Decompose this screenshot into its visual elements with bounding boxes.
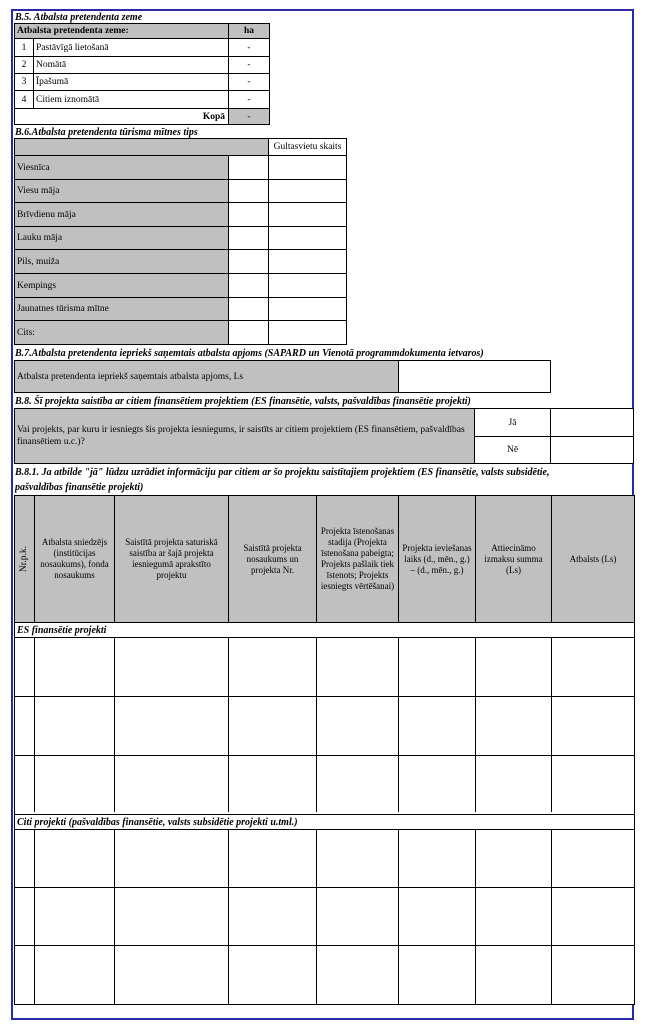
b81-other-cell[interactable] [228,829,317,888]
b81-eu-cell[interactable] [398,755,476,813]
b81-eu-cell[interactable] [398,696,476,756]
b81-other-cell[interactable] [14,945,35,1005]
b81-other-cell[interactable] [551,829,635,888]
b6-row-label: Viesnīca [14,155,229,180]
b81-other-cell[interactable] [228,945,317,1005]
b5-unit-header: ha [228,23,270,39]
b7-value-field[interactable] [398,360,551,393]
b81-other-cell[interactable] [34,887,115,946]
b81-other-cell[interactable] [14,829,35,888]
b81-eu-cell[interactable] [228,696,317,756]
b81-other-cell[interactable] [316,829,399,888]
b6-row-label: Jaunatnes tūrisma mītne [14,297,229,321]
b6-header-blank [14,138,269,156]
b5-row-value: - [228,73,270,91]
b81-other-cell[interactable] [114,887,229,946]
b81-other-cell[interactable] [114,945,229,1005]
b6-row-label: Viesu māja [14,179,229,203]
b81-other-cell[interactable] [316,945,399,1005]
b81-col-header: Attiecināmo izmaksu summa (Ls) [475,495,552,623]
b81-eu-cell[interactable] [34,637,115,697]
b5-row-value: - [228,90,270,109]
b81-col-header [14,495,35,623]
b6-row-beds-field[interactable] [268,202,347,227]
b81-other-cell[interactable] [551,887,635,946]
b6-row-beds-field[interactable] [268,320,347,345]
b6-row-beds-field[interactable] [268,249,347,274]
b81-title-line2: pašvaldības finansētie projekti) [15,482,144,493]
b8-no-field[interactable] [550,436,634,464]
b6-row-input[interactable] [228,226,269,250]
b81-other-cell[interactable] [228,887,317,946]
b8-title: B.8. Šī projekta saistība ar citiem finansētiem projektiem (ES finansētie, valsts, pašvaldības finansētie projekti) [15,396,471,407]
b81-eu-cell[interactable] [14,696,35,756]
b81-col-header: Saistītā projekta nosaukums un projekta Nr. [228,495,317,623]
b81-other-cell[interactable] [398,945,476,1005]
b81-col-header: Projekta ieviešanas laiks (d., mēn., g.) – (d., mēn., g.) [398,495,476,623]
b8-no-label: Nē [474,436,551,464]
b5-row-value: - [228,56,270,74]
b81-other-cell[interactable] [475,945,552,1005]
b81-eu-cell[interactable] [228,637,317,697]
b8-yes-label: Jā [474,408,551,437]
b81-eu-cell[interactable] [114,637,229,697]
b81-eu-cell[interactable] [316,637,399,697]
b81-eu-cell[interactable] [14,637,35,697]
b81-eu-cell[interactable] [551,755,635,813]
b8-question: Vai projekts, par kuru ir iesniegts šis projekta iesniegums, ir saistīts ar citiem projektiem (ES finansētiem, pašvaldības finansētiem u.c.)? [14,408,475,464]
b81-col-header: Projekta īstenošanas stadija (Projekta īstenošana pabeigta; Projekts pašlaik tiek īstenots; Projekts iesniegts vērtēšanai) [316,495,399,623]
b5-row-num: 4 [14,90,34,109]
b5-row-num: 1 [14,38,34,57]
b6-row-input[interactable] [228,273,269,298]
b81-col-header: Atbalsts (Ls) [551,495,635,623]
b6-row-label: Brīvdienu māja [14,202,229,227]
b81-group-eu: ES finansētie projekti [14,622,635,638]
b81-eu-cell[interactable] [475,755,552,813]
b6-row-input[interactable] [228,179,269,203]
b5-row-label: Nomātā [33,56,229,74]
b81-other-cell[interactable] [316,887,399,946]
b81-title-line1: B.8.1. Ja atbilde "jā" lūdzu uzrādiet informāciju par citiem ar šo projektu saistītajiem projektiem (ES finansētie, valsts subsidētie, [15,467,550,478]
b81-other-cell[interactable] [551,945,635,1005]
b81-other-cell[interactable] [475,829,552,888]
b5-row-value: - [228,38,270,57]
b81-eu-cell[interactable] [14,755,35,813]
b6-title: B.6.Atbalsta pretendenta tūrisma mītnes tips [15,127,198,138]
b6-row-input[interactable] [228,297,269,321]
b6-row-beds-field[interactable] [268,155,347,180]
b81-eu-cell[interactable] [475,696,552,756]
b6-row-label: Kempings [14,273,229,298]
b81-other-cell[interactable] [14,887,35,946]
b5-row-num: 2 [14,56,34,74]
b81-eu-cell[interactable] [316,755,399,813]
b6-row-input[interactable] [228,202,269,227]
b81-eu-cell[interactable] [114,755,229,813]
b5-col-header: Atbalsta pretendenta zeme: [14,23,229,39]
b81-eu-cell[interactable] [551,637,635,697]
b81-eu-cell[interactable] [551,696,635,756]
b5-row-label: Īpašumā [33,73,229,91]
b5-total-label: Kopā [14,108,229,125]
b6-row-input[interactable] [228,320,269,345]
b6-row-beds-field[interactable] [268,273,347,298]
b6-col-header: Gultasvietu skaits [268,138,347,156]
b81-other-cell[interactable] [398,829,476,888]
b8-yes-field[interactable] [550,408,634,437]
b81-eu-cell[interactable] [316,696,399,756]
b6-row-label: Lauku māja [14,226,229,250]
b5-row-label: Citiem iznomātā [33,90,229,109]
b81-group-other: Citi projekti (pašvaldības finansētie, valsts subsidētie projekti u.tml.) [14,814,635,830]
b81-eu-cell[interactable] [228,755,317,813]
b81-other-cell[interactable] [398,887,476,946]
b6-row-input[interactable] [228,155,269,180]
b5-row-label: Pastāvīgā lietošanā [33,38,229,57]
b6-row-beds-field[interactable] [268,297,347,321]
b81-col-header-text: Nr.p.k. [19,545,29,573]
b81-eu-cell[interactable] [34,696,115,756]
b81-other-cell[interactable] [34,829,115,888]
b6-row-beds-field[interactable] [268,179,347,203]
b5-title: B.5. Atbalsta pretendenta zeme [15,12,143,23]
b81-col-header: Saistītā projekta saturiskā saistība ar šajā projekta iesniegumā aprakstīto projektu [114,495,229,623]
b5-row-num: 3 [14,73,34,91]
b81-other-cell[interactable] [114,829,229,888]
b6-row-input[interactable] [228,249,269,274]
b81-other-cell[interactable] [475,887,552,946]
b81-eu-cell[interactable] [34,755,115,813]
b6-row-beds-field[interactable] [268,226,347,250]
b81-eu-cell[interactable] [398,637,476,697]
b81-eu-cell[interactable] [475,637,552,697]
b81-other-cell[interactable] [34,945,115,1005]
b81-eu-cell[interactable] [114,696,229,756]
b6-row-label: Pils, muiža [14,249,229,274]
b5-total-value: - [228,108,270,125]
b6-row-label: Cits: [14,320,229,345]
b7-title: B.7.Atbalsta pretendenta iepriekš saņemtais atbalsta apjoms (SAPARD un Vienotā programmdokumenta ietvaros) [15,348,484,359]
b81-col-header: Atbalsta sniedzējs (institūcijas nosaukums), fonda nosaukums [34,495,115,623]
b7-label: Atbalsta pretendenta iepriekš saņemtais atbalsta apjoms, Ls [14,360,399,393]
